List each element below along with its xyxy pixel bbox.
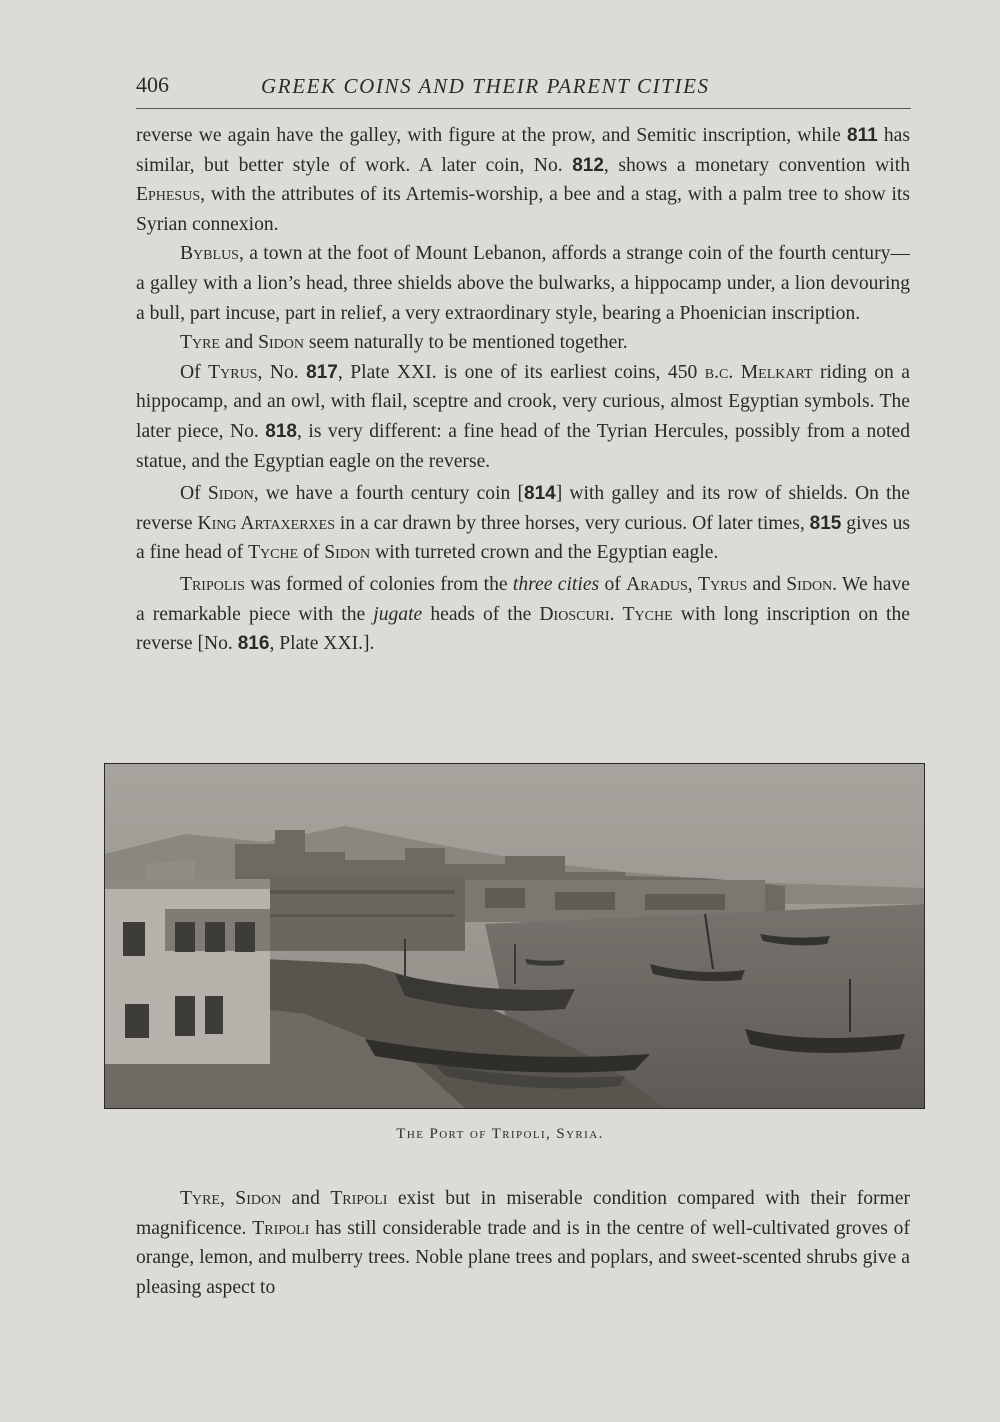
coin-number-815: 815 [809,512,842,534]
harbour-scene-illustration [105,764,924,1108]
page-number: 406 [136,72,169,97]
paragraph-sidon: Of Sidon, we have a fourth century coin [814] with galley and its row of shields. On the reverse King Artaxerxes in a car drawn by three horses, very curious. Of later times, 815 gives us a fine head of Tyche of Sidon with turreted crown and the Egyptian eagle. [136,483,910,564]
port-of-tripoli-photograph [104,763,925,1109]
header-rule [136,108,911,109]
paragraph-tripolis: Tripolis was formed of colonies from the three cities of Aradus, Tyrus and Sidon. We have a remarkable piece with the jugate heads of the Dioscuri. Tyche with long inscription on the reverse [No. 816, Plate XXI.]. [136,573,910,655]
page-header [136,72,910,102]
coin-number-812: 812 [572,154,604,176]
coin-number-817: 817 [306,361,338,383]
place-byblus: Byblus [180,243,239,265]
paragraph-tyrus: Of Tyrus, No. 817, Plate XXI. is one of its earliest coins, 450 b.c. Melkart riding on a hippocamp, and an owl, with flail, sceptre and crook, very curious, almost Egyptian symbols. The later piece, No. 818, is very different: a fine head of the Tyrian Hercules, possibly from a noted statue, and the Egyptian eagle on the reverse. [136,361,911,472]
figure-caption: The Port of Tripoli, Syria. [396,1126,604,1142]
coin-number-814: 814 [524,483,556,505]
running-title: GREEK COINS AND THEIR PARENT CITIES [261,74,710,98]
body-text-top [136,121,910,659]
paragraph-galley-reverse: reverse we again have the galley, with figure at the prow, and Semitic inscription, while 811 has similar, but better style of work. A later coin, No. 812, shows a monetary convention with Ephesus, with the attributes of its Artemis-worship, a bee and a stag, with a palm tree to show its Syrian connexion. [136,125,910,235]
body-text-bottom [136,1184,910,1302]
paragraph-miserable-condition: Tyre, Sidon and Tripoli exist but in miserable condition compared with their former magnificence. Tripoli has still considerable trade and is in the centre of well-cultivated groves of orange, lemon, and mulberry trees. Noble plane trees and poplars, and sweet-scented shrubs give a pleasing aspect to [136,1188,910,1298]
coin-number-816: 816 [237,633,270,655]
place-ephesus: Ephesus [136,184,201,206]
coin-number-818: 818 [265,420,297,442]
paragraph-byblus: Byblus, a town at the foot of Mount Lebanon, affords a strange coin of the fourth century—a galley with a lion’s head, three shields above the bulwarks, a hippocamp under, a lion devouring a bull, part incuse, part in relief, a very extraordinary style, bearing a Phoenician inscription. [136,243,910,324]
coin-number-811: 811 [847,125,878,146]
paragraph-tyre-sidon: Tyre and Sidon seem naturally to be mentioned together. [180,332,628,354]
